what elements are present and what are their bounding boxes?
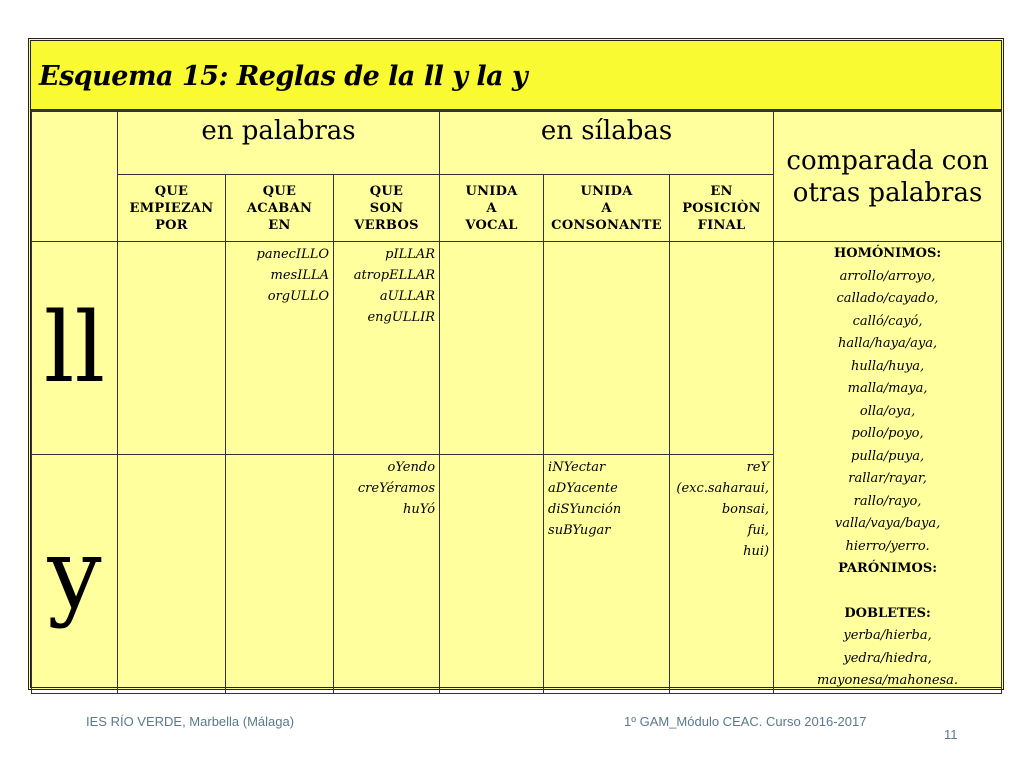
header-comparada: comparada con otras palabras bbox=[774, 112, 1002, 242]
cell-ll-acaban: panecILLO mesILLA orgULLO bbox=[226, 242, 334, 455]
homonimos-heading: HOMÓNIMOS: bbox=[833, 246, 942, 261]
cell-ll-final bbox=[670, 242, 774, 455]
header-en-palabras: en palabras bbox=[118, 112, 440, 175]
row-ll bbox=[32, 242, 1002, 455]
homonimo-item: pollo/poyo, bbox=[851, 426, 924, 441]
letter-ll: ll bbox=[32, 242, 118, 455]
cell-y-final: reY (exc.saharaui, bonsai, fui, hui) bbox=[670, 454, 774, 693]
homonimo-item: arrollo/arroyo, bbox=[839, 268, 936, 284]
cell-y-verbos: oYendo creYéramos huYó bbox=[334, 454, 440, 693]
cell-ll-verbos: pILLAR atropELLAR aULLAR engULLIR bbox=[334, 242, 440, 455]
subheader-consonante: UNIDA A CONSONANTE bbox=[544, 175, 670, 242]
cell-ll-consonante bbox=[544, 242, 670, 455]
subheader-vocal: UNIDA A VOCAL bbox=[440, 175, 544, 242]
cell-y-vocal bbox=[440, 454, 544, 693]
rules-table-frame bbox=[28, 38, 1004, 690]
cell-y-empiezan bbox=[118, 454, 226, 693]
corner-cell bbox=[32, 112, 118, 242]
doblete-item: yerba/hierba, bbox=[843, 628, 932, 643]
homonimo-item: calló/cayó, bbox=[852, 313, 923, 329]
footer-school: IES RÍO VERDE, Marbella (Málaga) bbox=[86, 714, 295, 729]
title-bar bbox=[31, 41, 1001, 111]
homonimo-item: olla/oya, bbox=[859, 403, 916, 419]
table-title: Esquema 15: Reglas de la ll y la y bbox=[39, 61, 528, 92]
paronimos-heading: PARÓNIMOS: bbox=[838, 561, 938, 576]
comparison-cell bbox=[774, 242, 1002, 694]
page-number: 11 bbox=[944, 727, 958, 742]
homonimo-item: pulla/puya, bbox=[851, 448, 925, 464]
cell-y-consonante: iNYectar aDYacente diSYunción suBYugar bbox=[544, 454, 670, 693]
cell-y-acaban bbox=[226, 454, 334, 693]
homonimo-item: callado/cayado, bbox=[836, 291, 939, 306]
doblete-item: mayonesa/mahonesa. bbox=[817, 673, 959, 688]
rules-table bbox=[31, 111, 1002, 694]
footer-course: 1º GAM_Módulo CEAC. Curso 2016-2017 bbox=[624, 714, 867, 729]
subheader-verbos: QUE SON VERBOS bbox=[334, 175, 440, 242]
doblete-item: yedra/hiedra, bbox=[843, 650, 932, 666]
homonimo-item: malla/maya, bbox=[847, 381, 928, 396]
spacer bbox=[776, 581, 999, 603]
homonimo-item: hierro/yerro. bbox=[845, 538, 930, 554]
homonimo-item: rallar/rayar, bbox=[848, 471, 927, 486]
homonimo-item: hulla/huya, bbox=[850, 358, 925, 374]
cell-ll-empiezan bbox=[118, 242, 226, 455]
subheader-acaban: QUE ACABAN EN bbox=[226, 175, 334, 242]
homonimo-item: rallo/rayo, bbox=[853, 493, 922, 509]
header-row-1 bbox=[32, 112, 1002, 175]
cell-ll-vocal bbox=[440, 242, 544, 455]
subheader-empiezan: QUE EMPIEZAN POR bbox=[118, 175, 226, 242]
dobletes-heading: DOBLETES: bbox=[844, 605, 931, 621]
subheader-final: EN POSICIÒN FINAL bbox=[670, 175, 774, 242]
homonimo-item: valla/vaya/baya, bbox=[834, 516, 941, 531]
homonimo-item: halla/haya/aya, bbox=[837, 336, 938, 351]
header-en-silabas: en sílabas bbox=[440, 112, 774, 175]
letter-y: y bbox=[32, 454, 118, 693]
